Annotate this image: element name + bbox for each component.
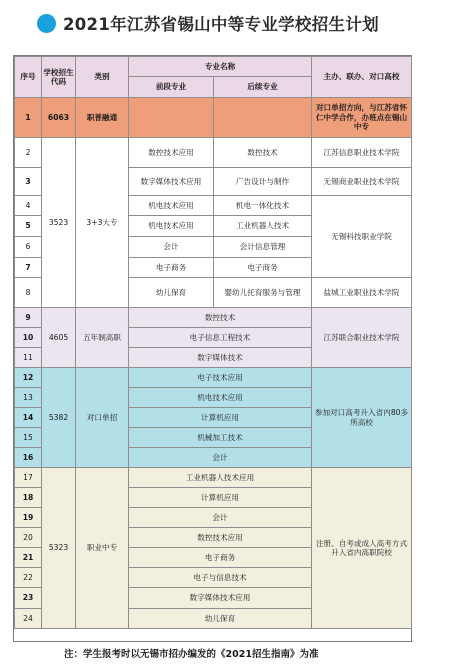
- front-major-cell: 机电技术应用: [129, 216, 214, 237]
- major-cell: 计算机应用: [129, 488, 312, 508]
- major-cell: 计算机应用: [129, 408, 312, 428]
- back-major-cell: 工业机器人技术: [214, 216, 312, 237]
- back-major-cell: [214, 98, 312, 138]
- bullet-dot-icon: [37, 14, 56, 33]
- table-row: [15, 368, 412, 388]
- host-cell: 盐城工业职业技术学院: [312, 278, 412, 308]
- table-row: [15, 308, 412, 328]
- front-major-cell: [129, 98, 214, 138]
- header-front-major: 前段专业: [129, 77, 214, 98]
- code-cell: 3523: [42, 138, 76, 308]
- major-cell: 电子与信息技术: [129, 568, 312, 588]
- seq-cell: 12: [15, 368, 42, 388]
- category-cell: 对口单招: [76, 368, 129, 468]
- major-cell: 幼儿保育: [129, 609, 312, 629]
- front-major-cell: 机电技术应用: [129, 196, 214, 216]
- code-cell: 6063: [42, 98, 76, 138]
- seq-cell: 2: [15, 138, 42, 168]
- code-cell: 4605: [42, 308, 76, 368]
- seq-cell: 3: [15, 168, 42, 196]
- seq-cell: 5: [15, 216, 42, 237]
- seq-cell: 24: [15, 609, 42, 629]
- seq-cell: 23: [15, 588, 42, 609]
- category-cell: 3+3大专: [76, 138, 129, 308]
- front-major-cell: 会计: [129, 237, 214, 258]
- host-cell: 江苏联合职业技术学院: [312, 308, 412, 368]
- major-cell: 机电技术应用: [129, 388, 312, 408]
- seq-cell: 1: [15, 98, 42, 138]
- back-major-cell: 数控技术: [214, 138, 312, 168]
- major-cell: 电子商务: [129, 548, 312, 568]
- major-cell: 电子技术应用: [129, 368, 312, 388]
- page-title: 2021年江苏省锡山中等专业学校招生计划: [63, 15, 379, 34]
- seq-cell: 18: [15, 488, 42, 508]
- back-major-cell: 广告设计与制作: [214, 168, 312, 196]
- major-cell: 会计: [129, 508, 312, 528]
- seq-cell: 22: [15, 568, 42, 588]
- front-major-cell: 幼儿保育: [129, 278, 214, 308]
- host-cell: 注册、自考或成人高考方式升入省内高职院校: [312, 468, 412, 629]
- table-header-row: [15, 57, 412, 77]
- front-major-cell: 数字媒体技术应用: [129, 168, 214, 196]
- back-major-cell: 会计信息管理: [214, 237, 312, 258]
- seq-cell: 16: [15, 448, 42, 468]
- seq-cell: 11: [15, 348, 42, 368]
- major-cell: 数控技术应用: [129, 528, 312, 548]
- table-row: [15, 138, 412, 168]
- major-cell: 会计: [129, 448, 312, 468]
- table-row: [15, 468, 412, 488]
- seq-cell: 6: [15, 237, 42, 258]
- major-cell: 机械加工技术: [129, 428, 312, 448]
- major-cell: 数字媒体技术应用: [129, 588, 312, 609]
- header-major: 专业名称: [129, 57, 312, 77]
- host-cell: 参加对口高考升入省内80多所高校: [312, 368, 412, 468]
- code-cell: 5382: [42, 368, 76, 468]
- header-seq: 序号: [15, 57, 42, 98]
- front-major-cell: 电子商务: [129, 258, 214, 278]
- seq-cell: 4: [15, 196, 42, 216]
- seq-cell: 14: [15, 408, 42, 428]
- major-cell: 电子信息工程技术: [129, 328, 312, 348]
- seq-cell: 9: [15, 308, 42, 328]
- major-cell: 数控技术: [129, 308, 312, 328]
- table-row: [15, 98, 412, 138]
- header-code: 学校招生代码: [42, 57, 76, 98]
- back-major-cell: 电子商务: [214, 258, 312, 278]
- seq-cell: 10: [15, 328, 42, 348]
- header-host: 主办、联办、对口高校: [312, 57, 412, 98]
- host-cell: 无锡商业职业技术学院: [312, 168, 412, 196]
- seq-cell: 15: [15, 428, 42, 448]
- category-cell: 职普融通: [76, 98, 129, 138]
- host-cell: 对口单招方向，与江苏省怀仁中学合作，办班点在锡山中专: [312, 98, 412, 138]
- major-cell: 数字媒体技术: [129, 348, 312, 368]
- host-cell: 无锡科技职业学院: [312, 196, 412, 278]
- category-cell: 五年制高职: [76, 308, 129, 368]
- back-major-cell: 婴幼儿托育服务与管理: [214, 278, 312, 308]
- seq-cell: 21: [15, 548, 42, 568]
- seq-cell: 19: [15, 508, 42, 528]
- seq-cell: 17: [15, 468, 42, 488]
- major-cell: 工业机器人技术应用: [129, 468, 312, 488]
- seq-cell: 8: [15, 278, 42, 308]
- page-header: [0, 0, 453, 48]
- seq-cell: 20: [15, 528, 42, 548]
- footnote: 注：学生报考时以无锡市招办编发的《2021招生指南》为准: [64, 649, 319, 660]
- code-cell: 5323: [42, 468, 76, 629]
- header-category: 类别: [76, 57, 129, 98]
- seq-cell: 13: [15, 388, 42, 408]
- category-cell: 职业中专: [76, 468, 129, 629]
- front-major-cell: 数控技术应用: [129, 138, 214, 168]
- host-cell: 江苏信息职业技术学院: [312, 138, 412, 168]
- enrollment-plan-table: [14, 56, 412, 629]
- header-back-major: 后续专业: [214, 77, 312, 98]
- seq-cell: 7: [15, 258, 42, 278]
- back-major-cell: 机电一体化技术: [214, 196, 312, 216]
